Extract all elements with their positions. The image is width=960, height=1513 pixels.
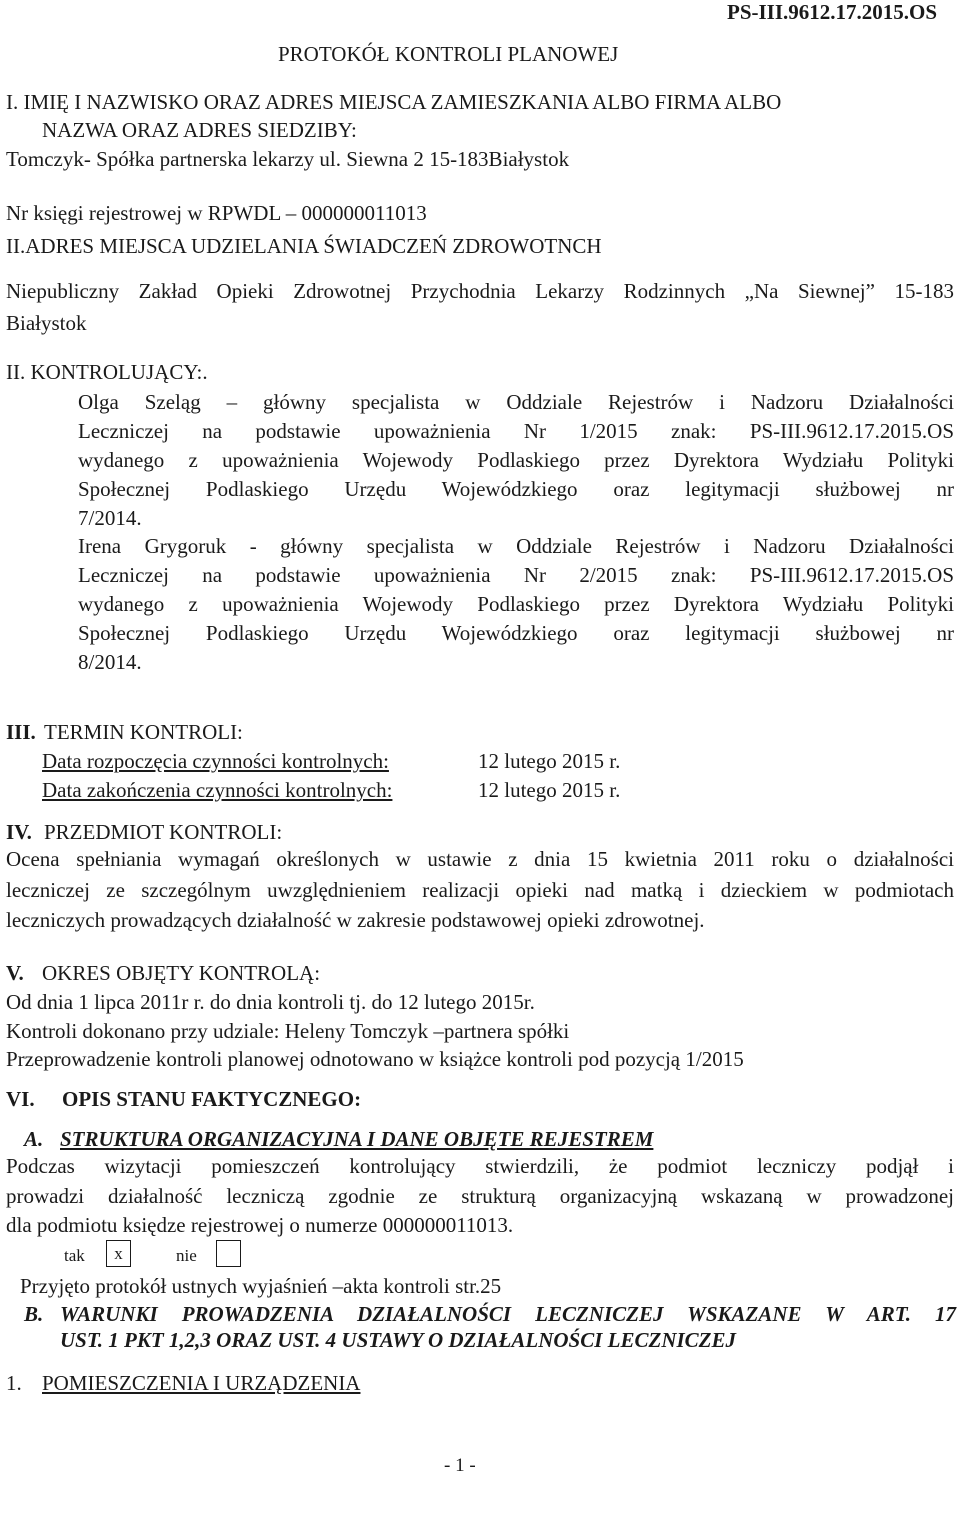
explanations-note: Przyjęto protokół ustnych wyjaśnień –akta kontroli str.25 — [20, 1274, 502, 1298]
place-of-service: Niepubliczny Zakład Opieki Zdrowotnej Przychodnia Lekarzy Rodzinnych „Na Siewnej” 15-183 — [6, 279, 954, 303]
section-6-heading: OPIS STANU FAKTYCZNEGO: — [62, 1087, 362, 1111]
register-number: Nr księgi rejestrowej w RPWDL – 000000011013 — [6, 201, 427, 225]
subject-line: Ocena spełniania wymagań określonych w ustawie z dnia 15 kwietnia 2011 roku o działalności — [6, 847, 954, 871]
structure-line: prowadzi działalność leczniczą zgodnie ze strukturą organizacyjną wskazaną w prowadzonej — [6, 1184, 954, 1208]
controller-1-line: Społecznej Podlaskiego Urzędu Wojewódzkiego oraz legitymacji służbowej nr — [78, 477, 954, 501]
section-5-number: V. — [6, 961, 24, 985]
controllers-heading: II. KONTROLUJĄCY:. — [6, 360, 208, 384]
document-title: PROTOKÓŁ KONTROLI PLANOWEJ — [278, 42, 619, 66]
controller-1-line: Olga Szeląg – główny specjalista w Oddziale Rejestrów i Nadzoru Działalności — [78, 390, 954, 414]
subsection-a-heading: STRUKTURA ORGANIZACYJNA I DANE OBJĘTE REJESTREM — [60, 1127, 654, 1151]
end-date-label: Data zakończenia czynności kontrolnych: — [42, 778, 393, 802]
section-2-heading: II.ADRES MIEJSCA UDZIELANIA ŚWIADCZEŃ ZDROWOTNCH — [6, 234, 602, 258]
subsection-b-heading-cont: UST. 1 PKT 1,2,3 ORAZ UST. 4 USTAWY O DZIAŁALNOŚCI LECZNICZEJ — [60, 1328, 737, 1352]
structure-line: dla podmiotu księdze rejestrowej o numerze 000000011013. — [6, 1213, 514, 1237]
item-1-heading: POMIESZCZENIA I URZĄDZENIA — [42, 1371, 361, 1395]
start-date-label: Data rozpoczęcia czynności kontrolnych: — [42, 749, 389, 773]
section-1-heading-cont: NAZWA ORAZ ADRES SIEDZIBY: — [42, 118, 357, 142]
control-period: Od dnia 1 lipca 2011r r. do dnia kontroli tj. do 12 lutego 2015r. — [6, 990, 535, 1014]
structure-line: Podczas wizytacji pomieszczeń kontrolujący stwierdzili, że podmiot leczniczy podjął i — [6, 1154, 954, 1178]
document-reference: PS-III.9612.17.2015.OS — [727, 0, 938, 24]
subsection-b-number: B. — [24, 1302, 44, 1326]
subsection-b-heading: WARUNKI PROWADZENIA DZIAŁALNOŚCI LECZNICZEJ WSKAZANE W ART. 17 — [60, 1302, 956, 1326]
end-date-value: 12 lutego 2015 r. — [478, 778, 621, 802]
controller-2-line: 8/2014. — [78, 650, 142, 674]
controller-1-line: 7/2014. — [78, 506, 142, 530]
start-date-value: 12 lutego 2015 r. — [478, 749, 621, 773]
page-number: - 1 - — [444, 1455, 476, 1476]
subject-line: leczniczej ze szczególnym uwzględnieniem realizacji opieki nad matką i dzieckiem w podmiotach — [6, 878, 954, 902]
subsection-a-number: A. — [24, 1127, 44, 1151]
section-4-number: IV. — [6, 820, 32, 844]
controller-2-line: wydanego z upoważnienia Wojewody Podlaskiego przez Dyrektora Wydziału Polityki — [78, 592, 954, 616]
yes-checkbox[interactable]: x — [106, 1240, 131, 1267]
controller-1-line: Leczniczej na podstawie upoważnienia Nr 1/2015 znak: PS-III.9612.17.2015.OS — [78, 419, 954, 443]
section-5-heading: OKRES OBJĘTY KONTROLĄ: — [42, 961, 321, 985]
controller-2-line: Leczniczej na podstawie upoważnienia Nr 2/2015 znak: PS-III.9612.17.2015.OS — [78, 563, 954, 587]
section-3-heading: TERMIN KONTROLI: — [44, 720, 243, 744]
section-6-number: VI. — [6, 1087, 35, 1111]
no-label: nie — [176, 1246, 197, 1265]
controller-2-line: Irena Grygoruk - główny specjalista w Oddziale Rejestrów i Nadzoru Działalności — [78, 534, 954, 558]
control-participant: Kontroli dokonano przy udziale: Heleny Tomczyk –partnera spółki — [6, 1019, 570, 1043]
section-3-number: III. — [6, 720, 36, 744]
section-1-heading: I. IMIĘ I NAZWISKO ORAZ ADRES MIEJSCA ZAMIESZKANIA ALBO FIRMA ALBO — [6, 90, 782, 114]
entity-name: Tomczyk- Spółka partnerska lekarzy ul. Siewna 2 15-183Białystok — [6, 147, 570, 171]
controller-2-line: Społecznej Podlaskiego Urzędu Wojewódzkiego oraz legitymacji służbowej nr — [78, 621, 954, 645]
controller-1-line: wydanego z upoważnienia Wojewody Podlaskiego przez Dyrektora Wydziału Polityki — [78, 448, 954, 472]
section-4-heading: PRZEDMIOT KONTROLI: — [44, 820, 283, 844]
control-logbook: Przeprowadzenie kontroli planowej odnotowano w książce kontroli pod pozycją 1/2015 — [6, 1047, 744, 1071]
item-1-number: 1. — [6, 1371, 22, 1395]
place-of-service-city: Białystok — [6, 311, 87, 335]
subject-line: leczniczych prowadzących działalność w zakresie podstawowej opieki zdrowotnej. — [6, 908, 705, 932]
yes-label: tak — [64, 1246, 85, 1265]
no-checkbox[interactable] — [216, 1240, 241, 1267]
